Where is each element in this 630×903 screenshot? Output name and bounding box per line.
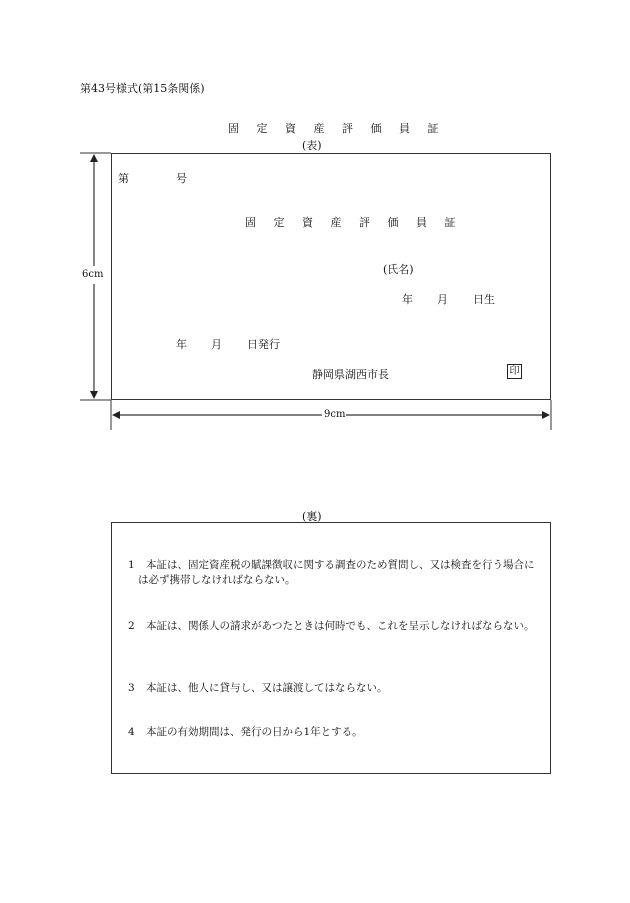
issuer-name: 静岡県湖西市長 <box>312 368 389 381</box>
form-number: 第43号様式(第15条関係) <box>80 82 205 95</box>
birth-month-label: 月 <box>437 293 448 306</box>
width-dimension-label: 9cm <box>324 409 346 420</box>
clause-text: 本証は、他人に貸与し、又は譲渡してはならない。 <box>146 682 388 694</box>
issue-year-label: 年 <box>176 338 187 351</box>
clause-number: 4 <box>128 726 135 738</box>
clause-text: 本証は、固定資産税の賦課徴収に関する調査のため質問し、又は検査を行う場合には必ず携帯しなければならない。 <box>138 559 535 586</box>
clause-1 <box>128 558 543 588</box>
clause-number: 3 <box>128 682 135 694</box>
issue-day-label: 日発行 <box>247 338 280 351</box>
front-side-label: (表) <box>302 139 322 152</box>
clause-text: 本証は、関係人の請求があつたときは何時でも、これを呈示しなければならない。 <box>146 620 535 632</box>
name-label: (氏名) <box>383 263 414 276</box>
clause-3 <box>128 681 543 696</box>
clause-number: 2 <box>128 620 135 632</box>
clause-4 <box>128 725 543 740</box>
number-label-go: 号 <box>176 172 187 185</box>
back-side-label: (裏) <box>302 510 322 523</box>
seal-stamp: 印 <box>507 364 522 379</box>
number-label-dai: 第 <box>118 172 129 185</box>
clause-text: 本証の有効期間は、発行の日から1年とする。 <box>146 726 363 738</box>
clause-number: 1 <box>128 559 135 571</box>
clause-2 <box>128 619 543 634</box>
page-title: 固 定 資 産 評 価 員 証 <box>228 122 446 135</box>
birth-day-label: 日生 <box>473 293 495 306</box>
height-dimension-label: 6cm <box>82 269 104 280</box>
card-title: 固 定 資 産 評 価 員 証 <box>245 216 463 229</box>
birth-year-label: 年 <box>402 293 413 306</box>
issue-month-label: 月 <box>211 338 222 351</box>
